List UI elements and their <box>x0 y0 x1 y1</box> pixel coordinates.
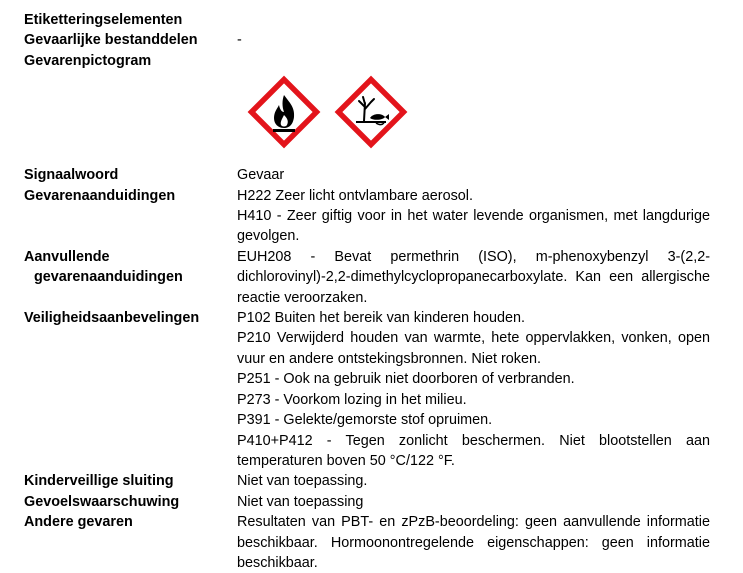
supplemental-hazards-value: EUH208 - Bevat permethrin (ISO), m-phenoxybenzyl 3-(2,2-dichlorovinyl)-2,2-dimethylcyclopropanecarboxylate. Kan een allergische reactie veroorzaken. <box>237 248 710 306</box>
hazardous-components-label: Gevaarlijke bestanddelen <box>24 32 198 49</box>
child-resistant-closure-label: Kinderveillige sluiting <box>24 473 174 490</box>
child-resistant-closure-row <box>24 471 710 491</box>
precautionary-statements-row <box>24 308 710 471</box>
hazardous-components-value: - <box>237 32 242 49</box>
precautionary-statement-p251: P251 - Ook na gebruik niet doorboren of verbranden. <box>237 371 575 388</box>
tactile-warning-row <box>24 492 710 512</box>
hazard-statements-label: Gevarenaanduidingen <box>24 187 176 204</box>
pictogram-label: Gevarenpictogram <box>24 52 152 69</box>
precautionary-statements-label: Veiligheidsaanbevelingen <box>24 310 200 327</box>
other-hazards-value-box <box>237 512 710 573</box>
section-heading-row <box>24 10 710 30</box>
precautionary-statement-p273: P273 - Voorkom lozing in het milieu. <box>237 391 467 408</box>
signal-word-row <box>24 165 710 185</box>
other-hazards-row <box>24 512 710 573</box>
hazard-statement-h410: H410 - Zeer giftig voor in het water levende organismen, met langdurige gevolgen. <box>237 208 710 245</box>
other-hazards-label: Andere gevaren <box>24 514 133 531</box>
precautionary-statement-p102: P102 Buiten het bereik van kinderen houden. <box>237 310 526 327</box>
supplemental-hazards-row <box>24 247 710 308</box>
supplemental-hazards-label-line2: gevarenaanduidingen <box>34 269 183 286</box>
precautionary-statement-p210: P210 Verwijderd houden van warmte, hete oppervlakken, vonken, open vuur en andere ontstekingsbronnen. Niet roken. <box>237 330 710 367</box>
section-heading: Etiketteringselementen <box>24 12 183 28</box>
hazard-statement-h222: H222 Zeer licht ontvlambare aerosol. <box>237 187 473 204</box>
pictogram-group <box>245 73 710 149</box>
pictogram-label-row <box>24 51 710 71</box>
supplemental-hazards-value-box <box>237 247 710 308</box>
environment-ghs09-icon <box>332 73 410 151</box>
hazard-statements-list <box>237 186 710 247</box>
hazardous-components-row <box>24 30 710 50</box>
supplemental-hazards-label-line1: Aanvullende <box>24 248 110 265</box>
labelling-elements-section <box>24 10 710 573</box>
precautionary-statements-list <box>237 308 710 471</box>
hazard-statements-row <box>24 186 710 247</box>
signal-word-label: Signaalwoord <box>24 167 119 184</box>
tactile-warning-value: Niet van toepassing <box>237 493 364 510</box>
precautionary-statement-p391: P391 - Gelekte/gemorste stof opruimen. <box>237 412 493 429</box>
flame-ghs02-icon <box>245 73 323 151</box>
precautionary-statement-p410-p412: P410+P412 - Tegen zonlicht beschermen. Niet blootstellen aan temperaturen boven 50 °C/122 °F. <box>237 432 710 469</box>
supplemental-hazards-label <box>24 247 237 288</box>
child-resistant-closure-value: Niet van toepassing. <box>237 473 368 490</box>
signal-word-value: Gevaar <box>237 167 285 184</box>
tactile-warning-label: Gevoelswaarschuwing <box>24 493 180 510</box>
other-hazards-value: Resultaten van PBT- en zPzB-beoordeling: geen aanvullende informatie beschikbaar. Hormoonontregelende eigenschappen: geen informatie beschikbaar. <box>237 514 710 571</box>
